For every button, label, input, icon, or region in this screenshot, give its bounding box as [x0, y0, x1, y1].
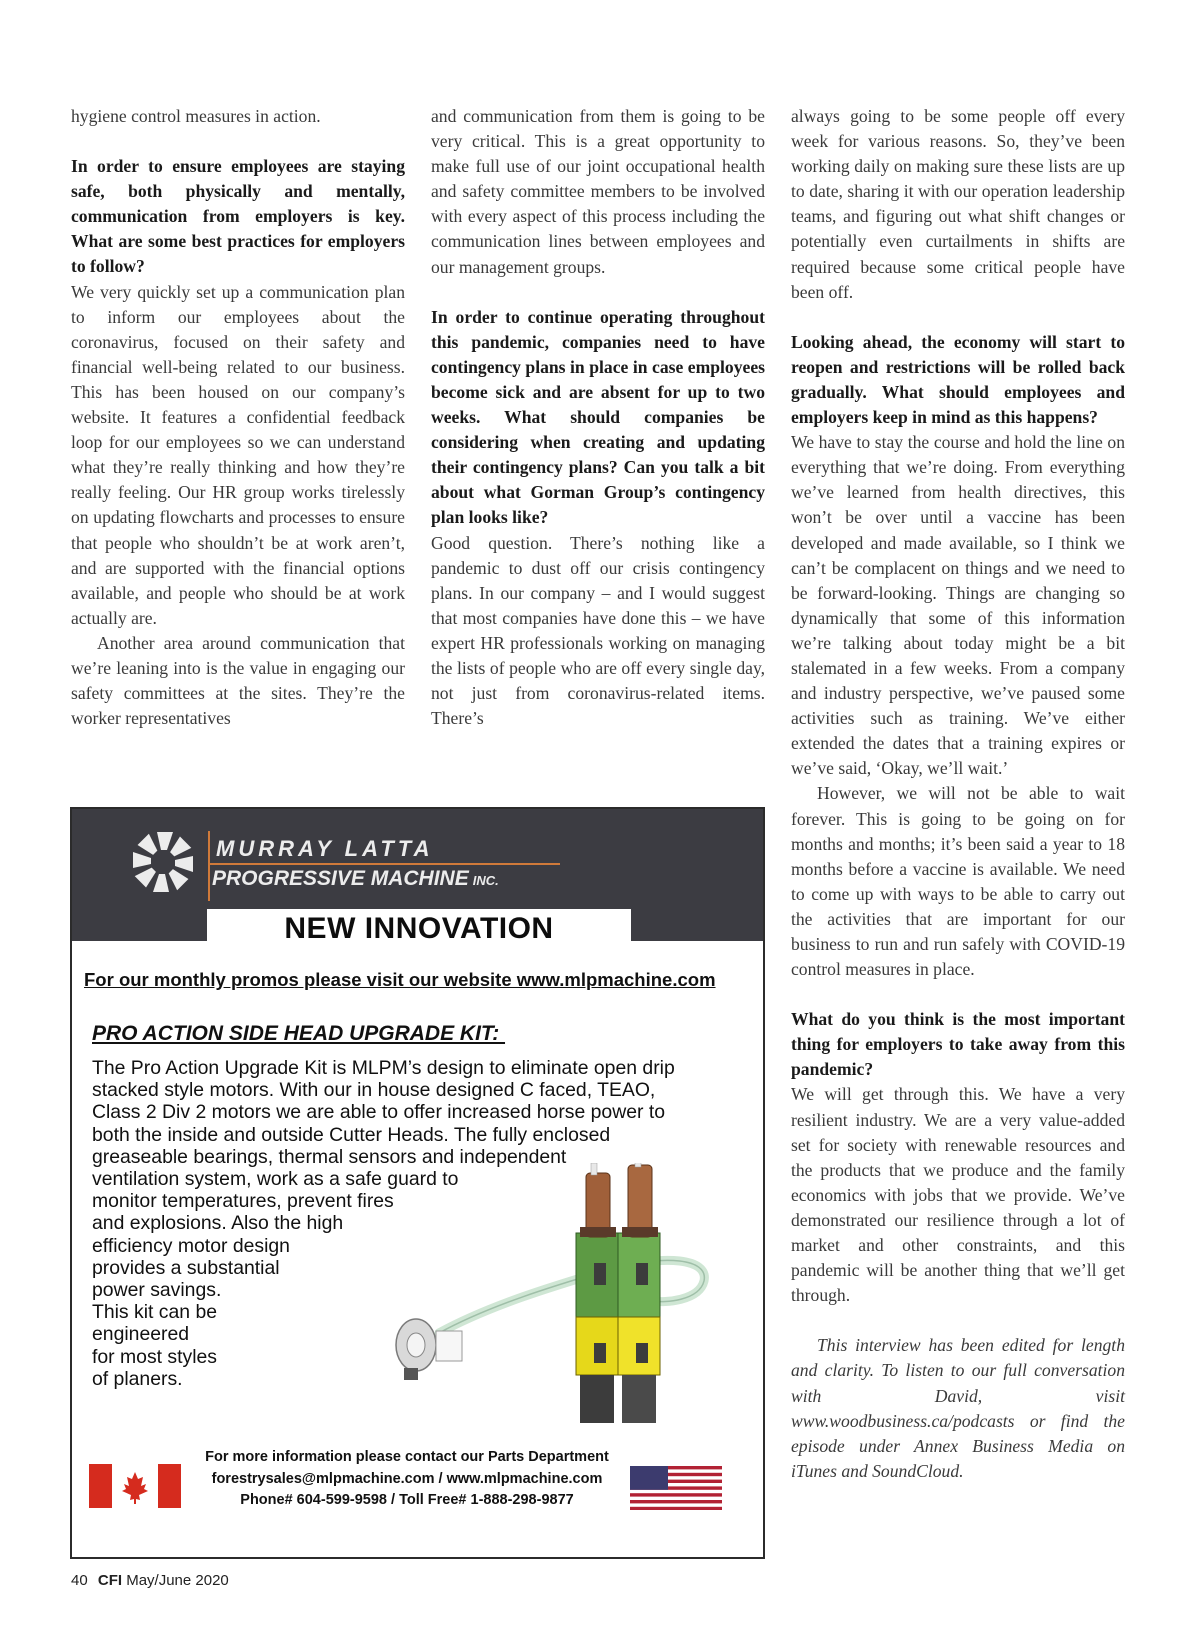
- body-line: efficiency motor design: [92, 1234, 290, 1257]
- contact-line: For more information please contact our Parts Department: [205, 1449, 609, 1465]
- body-line: both the inside and outside Cutter Heads. The fully enclosed: [92, 1123, 611, 1146]
- body-line: and explosions. Also the high: [92, 1212, 344, 1235]
- body-line: This kit can be: [92, 1301, 218, 1324]
- logo-divider: [208, 831, 210, 901]
- brand-subtitle-text: PROGRESSIVE MACHINE: [212, 867, 469, 890]
- paragraph: and communication from them is going to be very critical. This is a great opportunity to make full use of our joint occupational health and safety committee members to be involved with every aspect of this process including the communication lines between employees and our management groups.: [431, 106, 765, 277]
- article-column-3: [791, 104, 1125, 1484]
- body-line: Class 2 Div 2 motors we are able to offer increased horse power to: [92, 1101, 666, 1124]
- brand-subtitle: [212, 867, 499, 891]
- advertisement: [70, 807, 765, 1559]
- paragraph: always going to be some people off every week for various reasons. So, they’ve been working daily on making sure these lists are up to date, sharing it with our operation leadership teams, and figuring out what shift changes or potentially even curtailments in shifts are required because some critical people have been off.: [791, 106, 1125, 302]
- body-line: of planers.: [92, 1367, 183, 1390]
- body-line: provides a substantial: [92, 1256, 280, 1279]
- page-footer: [71, 1572, 229, 1589]
- contact-line[interactable]: forestrysales@mlpmachine.com / www.mlpmachine.com: [211, 1470, 603, 1487]
- interview-question: In order to continue operating throughout this pandemic, companies need to have contingency plans in place in case employees become sick and are absent for up to two weeks. What should companies be considering when creating and updating their contingency plans? Can you talk a bit about what Gorman Group’s contingency plan looks like?: [431, 306, 765, 528]
- paragraph: We will get through this. We have a very resilient industry. We are a very value-added set for society with renewable resources and the products that we produce and the family economics with jobs that we provide. We’ve demonstrated our resilience through a lot of market and other constraints, and this pandemic will be another thing that we’ll get through.: [791, 1084, 1125, 1306]
- brand-name: MURRAY LATTA: [216, 836, 434, 861]
- body-line: monitor temperatures, prevent fires: [92, 1190, 394, 1213]
- interview-question: Looking ahead, the economy will start to reopen and restrictions will be rolled back gradually. What should employees and employers keep in mind as this happens?: [791, 331, 1125, 428]
- us-flag-icon: [630, 1466, 722, 1510]
- brand-inc: INC.: [472, 873, 499, 888]
- contact-info: [192, 1447, 622, 1512]
- magazine-name: CFI: [97, 1572, 123, 1589]
- kit-title: PRO ACTION SIDE HEAD UPGRADE KIT:: [92, 1022, 506, 1045]
- paragraph: Good question. There’s nothing like a pandemic to dust off our crisis contingency plans. In our company – and I would suggest that most companies have done this – we have expert HR professionals working on managing the lists of people who are off every single day, not just from coronavirus-related items. There’s: [431, 532, 765, 729]
- motor-kit-illustration: [364, 1163, 729, 1463]
- paragraph: However, we will not be able to wait forever. This is going to be going on for months and months; it’s been said a year to 18 months before a vaccine is available. We need to come up with ways to be able to carry out the activities that are important for our business to run and run safely with COVID-19 control measures in place.: [791, 783, 1125, 980]
- headline-box: [207, 909, 631, 951]
- article-column-2: [431, 104, 765, 731]
- interview-question: In order to ensure employees are staying safe, both physically and mentally, communication from employers is key. What are some best practices for employers to follow?: [71, 156, 405, 277]
- body-line: for most styles: [92, 1345, 217, 1368]
- body-line: stacked style motors. With our in house designed C faced, TEAO,: [92, 1079, 656, 1102]
- contact-line: Phone# 604-599-9598 / Toll Free# 1-888-298-9877: [240, 1492, 574, 1508]
- body-line: greaseable bearings, thermal sensors and independent: [92, 1145, 567, 1168]
- paragraph: We have to stay the course and hold the line on everything that we’re doing. From everything we’ve learned from health directives, this won’t be over until a vaccine has been developed and made available, so I think we can’t be complacent on things and we need to be forward-looking. Things are changing so dynamically that some of this information we’re talking about today might be a bit stalemated in a few weeks. From a company and industry perspective, we’ve paused some activities such as training. We’ve either extended the dates that a training expires or we’ve said, ‘Okay, we’ll wait.’: [791, 432, 1125, 779]
- promo-link[interactable]: For our monthly promos please visit our website www.mlpmachine.com: [84, 969, 716, 990]
- body-line: engineered: [92, 1323, 190, 1346]
- editor-note: This interview has been edited for length and clarity. To listen to our full conversation with David, visit www.woodbusiness.ca/podcasts or find the episode under Annex Business Media on iTunes and SoundCloud.: [791, 1335, 1125, 1481]
- ad-headline: NEW INNOVATION: [284, 912, 554, 945]
- body-line: ventilation system, work as a safe guard to: [92, 1168, 459, 1191]
- body-line: The Pro Action Upgrade Kit is MLPM’s design to eliminate open drip: [92, 1057, 675, 1079]
- paragraph: hygiene control measures in action.: [71, 106, 321, 126]
- company-logo-icon: [127, 826, 199, 898]
- page-number: 40: [71, 1572, 88, 1589]
- body-line: power savings.: [92, 1279, 222, 1302]
- paragraph: We very quickly set up a communication plan to inform our employees about the coronavirus, focused on their safety and financial well-being related to our business. This has been housed on our company’s website. It features a confidential feedback loop for our employees so we can understand what they’re really thinking and how they’re really feeling. Our HR group works tirelessly on updating flowcharts and processes to ensure that people who shouldn’t be at work aren’t, and are supported with the financial options available, and people who should be at work actually are.: [71, 281, 405, 628]
- logo-underline: [208, 863, 560, 865]
- issue-date: May/June 2020: [126, 1572, 229, 1589]
- canada-flag-icon: [89, 1464, 181, 1508]
- interview-question: What do you think is the most important thing for employers to take away from this pandemic?: [791, 1009, 1125, 1080]
- article-column-1: [71, 104, 405, 731]
- paragraph: Another area around communication that we’re leaning into is the value in engaging our safety committees at the sites. They’re the worker representatives: [71, 632, 405, 729]
